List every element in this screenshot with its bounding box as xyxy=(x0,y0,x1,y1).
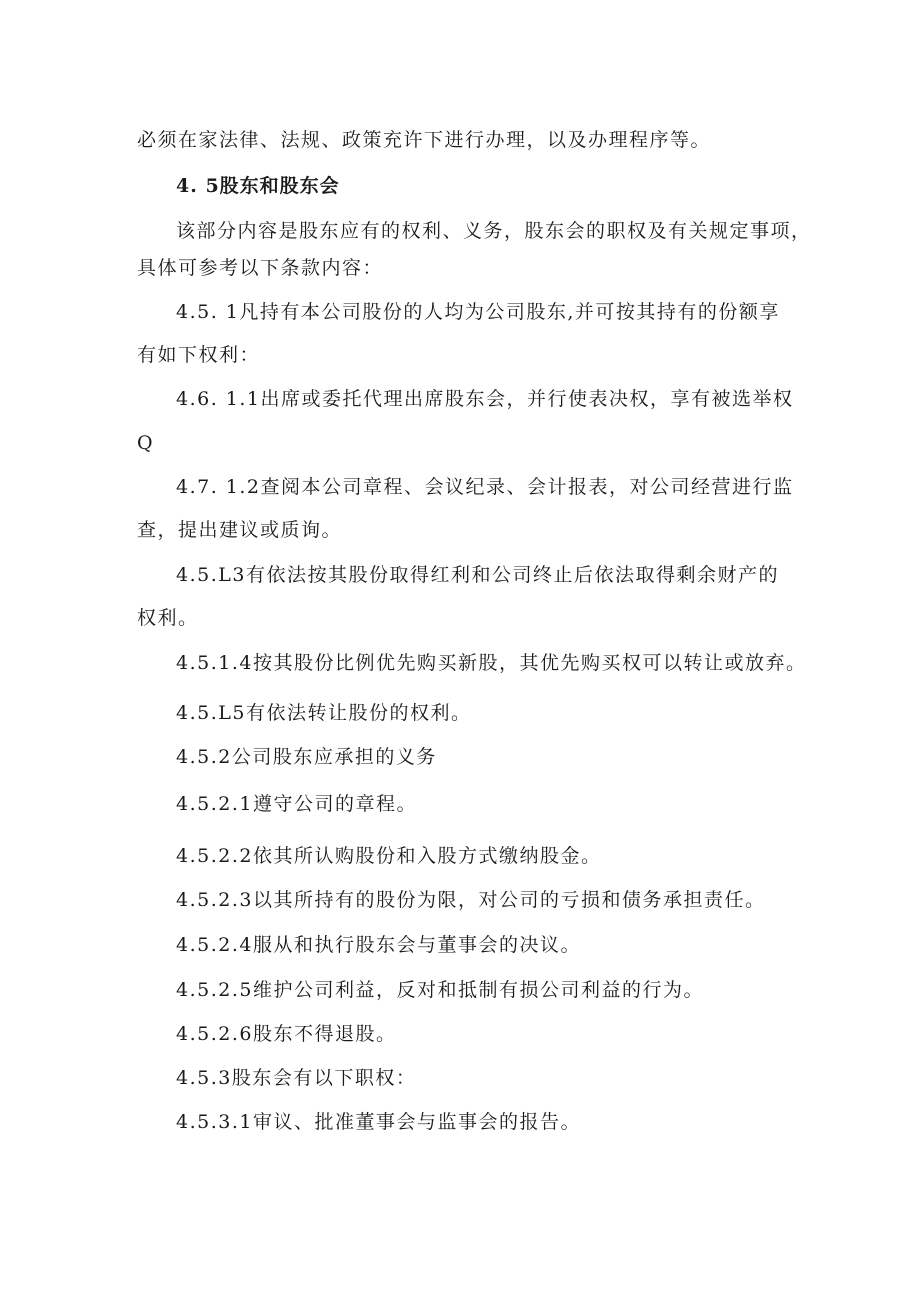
paragraph-line: 具体可参考以下条款内容： xyxy=(137,257,384,279)
paragraph-line: 必须在家法律、法规、政策充许下进行办理，以及办理程序等。 xyxy=(137,129,712,151)
clause-line: 4.5.2.2依其所认购股份和入股方式缴纳股金。 xyxy=(176,845,602,867)
clause-line: Q xyxy=(137,432,155,454)
clause-line: 查，提出建议或质询。 xyxy=(137,519,343,541)
clause-line: 4.5.2.5维护公司利益，反对和抵制有损公司利益的行为。 xyxy=(176,979,704,1001)
clause-line: 有如下权利： xyxy=(137,344,261,366)
clause-line: 4.5.L3有依法按其股份取得红利和公司终止后依法取得剩余财产的 xyxy=(176,564,779,586)
clause-line: 4.5.L5有依法转让股份的权利。 xyxy=(176,702,472,724)
clause-line: 4.5.1.4按其股份比例优先购买新股，其优先购买权可以转让或放弃。 xyxy=(176,652,807,674)
clause-line: 4.5.2.4服从和执行股东会与董事会的决议。 xyxy=(176,934,581,956)
clause-line: 4.5.3.1审议、批准董事会与监事会的报告。 xyxy=(176,1111,581,1133)
section-heading: 4. 5股东和股东会 xyxy=(176,175,340,197)
clause-line: 4.5.2.6股东不得退股。 xyxy=(176,1023,397,1045)
clause-line: 4.5.2.3以其所持有的股份为限，对公司的亏损和债务承担责任。 xyxy=(176,889,766,911)
clause-line: 4.5.3股东会有以下职权： xyxy=(176,1067,417,1089)
clause-line: 4.5.2.1遵守公司的章程。 xyxy=(176,793,417,815)
clause-line: 4.6. 1.1出席或委托代理出席股东会，并行使表决权，享有被选举权 xyxy=(176,388,794,410)
clause-line: 4.7. 1.2查阅本公司章程、会议纪录、会计报表，对公司经营进行监 xyxy=(176,476,794,498)
paragraph-line: 该部分内容是股东应有的权利、义务，股东会的职权及有关规定事项， xyxy=(176,220,812,242)
clause-line: 4.5. 1凡持有本公司股份的人均为公司股东,并可按其持有的份额享 xyxy=(176,301,780,323)
clause-line: 权利。 xyxy=(137,607,199,629)
clause-line: 4.5.2公司股东应承担的义务 xyxy=(176,746,437,768)
